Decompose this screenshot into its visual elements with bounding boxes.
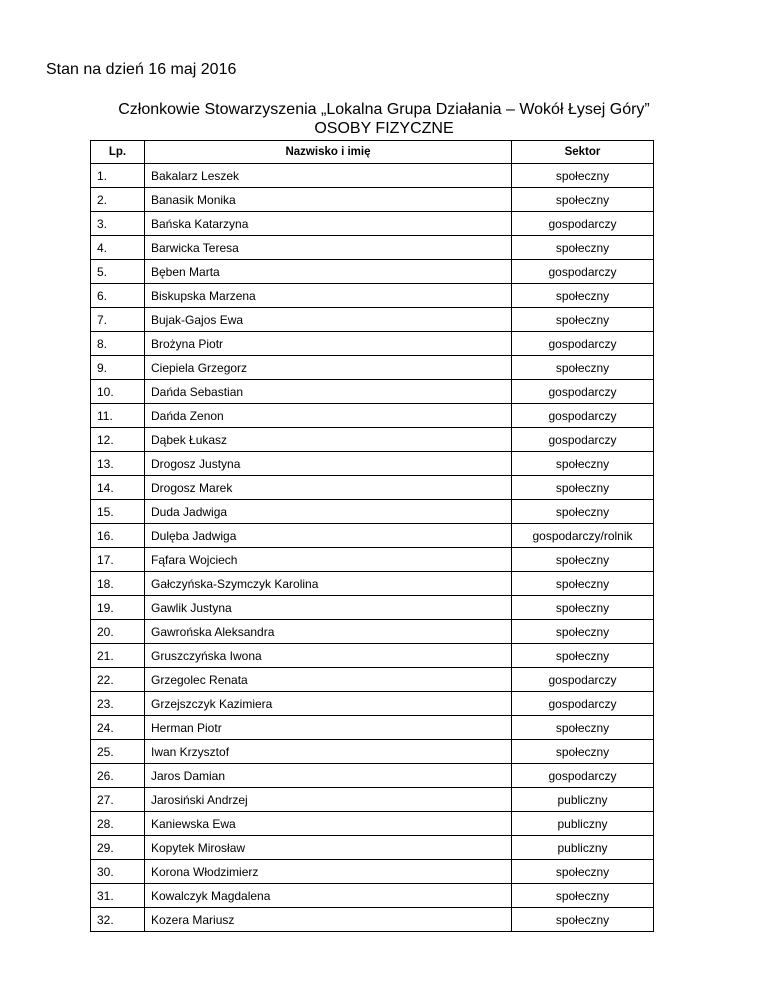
member-name: Grzegolec Renata xyxy=(145,668,512,692)
member-name: Bańska Katarzyna xyxy=(145,212,512,236)
member-sector: społeczny xyxy=(512,188,654,212)
document-subtitle: OSOBY FIZYCZNE xyxy=(314,120,454,137)
table-row xyxy=(91,332,654,356)
member-sector: społeczny xyxy=(512,716,654,740)
member-name: Kowalczyk Magdalena xyxy=(145,884,512,908)
row-number: 4. xyxy=(91,236,145,260)
member-name: Kaniewska Ewa xyxy=(145,812,512,836)
member-name: Dulęba Jadwiga xyxy=(145,524,512,548)
member-name: Dańda Zenon xyxy=(145,404,512,428)
member-sector: społeczny xyxy=(512,308,654,332)
row-number: 7. xyxy=(91,308,145,332)
document-title: Członkowie Stowarzyszenia „Lokalna Grupa Działania – Wokół Łysej Góry” xyxy=(118,101,650,118)
table-body xyxy=(91,164,654,932)
row-number: 17. xyxy=(91,548,145,572)
member-name: Jaros Damian xyxy=(145,764,512,788)
table-row xyxy=(91,812,654,836)
member-name: Gałczyńska-Szymczyk Karolina xyxy=(145,572,512,596)
member-name: Duda Jadwiga xyxy=(145,500,512,524)
column-header-lp: Lp. xyxy=(91,141,145,164)
member-name: Kopytek Mirosław xyxy=(145,836,512,860)
member-sector: społeczny xyxy=(512,572,654,596)
member-sector: gospodarczy xyxy=(512,692,654,716)
member-sector: społeczny xyxy=(512,908,654,932)
member-sector: społeczny xyxy=(512,476,654,500)
member-sector: społeczny xyxy=(512,620,654,644)
row-number: 3. xyxy=(91,212,145,236)
row-number: 26. xyxy=(91,764,145,788)
table-row xyxy=(91,476,654,500)
table-row xyxy=(91,212,654,236)
member-name: Banasik Monika xyxy=(145,188,512,212)
row-number: 29. xyxy=(91,836,145,860)
member-sector: gospodarczy xyxy=(512,212,654,236)
row-number: 6. xyxy=(91,284,145,308)
member-name: Bujak-Gajos Ewa xyxy=(145,308,512,332)
row-number: 14. xyxy=(91,476,145,500)
member-name: Brożyna Piotr xyxy=(145,332,512,356)
row-number: 21. xyxy=(91,644,145,668)
row-number: 12. xyxy=(91,428,145,452)
member-sector: społeczny xyxy=(512,164,654,188)
row-number: 20. xyxy=(91,620,145,644)
member-sector: gospodarczy xyxy=(512,332,654,356)
member-name: Barwicka Teresa xyxy=(145,236,512,260)
table-row xyxy=(91,716,654,740)
member-name: Bakalarz Leszek xyxy=(145,164,512,188)
table-row xyxy=(91,788,654,812)
row-number: 1. xyxy=(91,164,145,188)
table-row xyxy=(91,596,654,620)
row-number: 30. xyxy=(91,860,145,884)
member-name: Dańda Sebastian xyxy=(145,380,512,404)
member-sector: społeczny xyxy=(512,860,654,884)
table-row xyxy=(91,164,654,188)
member-sector: gospodarczy/rolnik xyxy=(512,524,654,548)
member-sector: gospodarczy xyxy=(512,668,654,692)
member-sector: społeczny xyxy=(512,596,654,620)
table-row xyxy=(91,692,654,716)
member-name: Grzejszczyk Kazimiera xyxy=(145,692,512,716)
row-number: 2. xyxy=(91,188,145,212)
member-name: Kozera Mariusz xyxy=(145,908,512,932)
table-row xyxy=(91,260,654,284)
table-row xyxy=(91,452,654,476)
member-sector: gospodarczy xyxy=(512,764,654,788)
member-name: Gawrońska Aleksandra xyxy=(145,620,512,644)
row-number: 10. xyxy=(91,380,145,404)
row-number: 8. xyxy=(91,332,145,356)
table-row xyxy=(91,188,654,212)
member-name: Drogosz Justyna xyxy=(145,452,512,476)
member-sector: gospodarczy xyxy=(512,380,654,404)
table-row xyxy=(91,404,654,428)
member-sector: społeczny xyxy=(512,500,654,524)
member-sector: gospodarczy xyxy=(512,428,654,452)
table-row xyxy=(91,380,654,404)
member-name: Korona Włodzimierz xyxy=(145,860,512,884)
row-number: 19. xyxy=(91,596,145,620)
member-name: Iwan Krzysztof xyxy=(145,740,512,764)
member-sector: społeczny xyxy=(512,356,654,380)
member-sector: społeczny xyxy=(512,644,654,668)
members-table xyxy=(90,140,654,932)
row-number: 5. xyxy=(91,260,145,284)
row-number: 23. xyxy=(91,692,145,716)
table-row xyxy=(91,356,654,380)
member-sector: publiczny xyxy=(512,788,654,812)
row-number: 18. xyxy=(91,572,145,596)
member-name: Dąbek Łukasz xyxy=(145,428,512,452)
column-header-sector: Sektor xyxy=(512,141,654,164)
table-row xyxy=(91,884,654,908)
table-header-row xyxy=(91,141,654,164)
row-number: 32. xyxy=(91,908,145,932)
table-row xyxy=(91,500,654,524)
member-sector: społeczny xyxy=(512,740,654,764)
row-number: 16. xyxy=(91,524,145,548)
status-date: Stan na dzień 16 maj 2016 xyxy=(46,61,237,78)
table-row xyxy=(91,620,654,644)
row-number: 25. xyxy=(91,740,145,764)
table-row xyxy=(91,644,654,668)
table-row xyxy=(91,860,654,884)
row-number: 27. xyxy=(91,788,145,812)
member-sector: społeczny xyxy=(512,284,654,308)
table-row xyxy=(91,572,654,596)
row-number: 28. xyxy=(91,812,145,836)
member-sector: społeczny xyxy=(512,452,654,476)
member-name: Gruszczyńska Iwona xyxy=(145,644,512,668)
table-row xyxy=(91,836,654,860)
row-number: 11. xyxy=(91,404,145,428)
member-name: Ciepiela Grzegorz xyxy=(145,356,512,380)
table-row xyxy=(91,668,654,692)
table-row xyxy=(91,524,654,548)
member-name: Drogosz Marek xyxy=(145,476,512,500)
member-name: Bęben Marta xyxy=(145,260,512,284)
row-number: 13. xyxy=(91,452,145,476)
member-name: Gawlik Justyna xyxy=(145,596,512,620)
member-sector: publiczny xyxy=(512,836,654,860)
table-row xyxy=(91,548,654,572)
member-sector: społeczny xyxy=(512,236,654,260)
table-header xyxy=(91,141,654,164)
table-row xyxy=(91,908,654,932)
table-row xyxy=(91,284,654,308)
row-number: 15. xyxy=(91,500,145,524)
member-name: Fąfara Wojciech xyxy=(145,548,512,572)
member-name: Herman Piotr xyxy=(145,716,512,740)
member-name: Jarosiński Andrzej xyxy=(145,788,512,812)
member-sector: społeczny xyxy=(512,548,654,572)
member-sector: gospodarczy xyxy=(512,404,654,428)
table-row xyxy=(91,428,654,452)
table-row xyxy=(91,236,654,260)
member-sector: publiczny xyxy=(512,812,654,836)
table-row xyxy=(91,308,654,332)
member-sector: społeczny xyxy=(512,884,654,908)
row-number: 31. xyxy=(91,884,145,908)
member-sector: gospodarczy xyxy=(512,260,654,284)
row-number: 24. xyxy=(91,716,145,740)
row-number: 9. xyxy=(91,356,145,380)
member-name: Biskupska Marzena xyxy=(145,284,512,308)
table-row xyxy=(91,740,654,764)
column-header-name: Nazwisko i imię xyxy=(145,141,512,164)
table-row xyxy=(91,764,654,788)
row-number: 22. xyxy=(91,668,145,692)
